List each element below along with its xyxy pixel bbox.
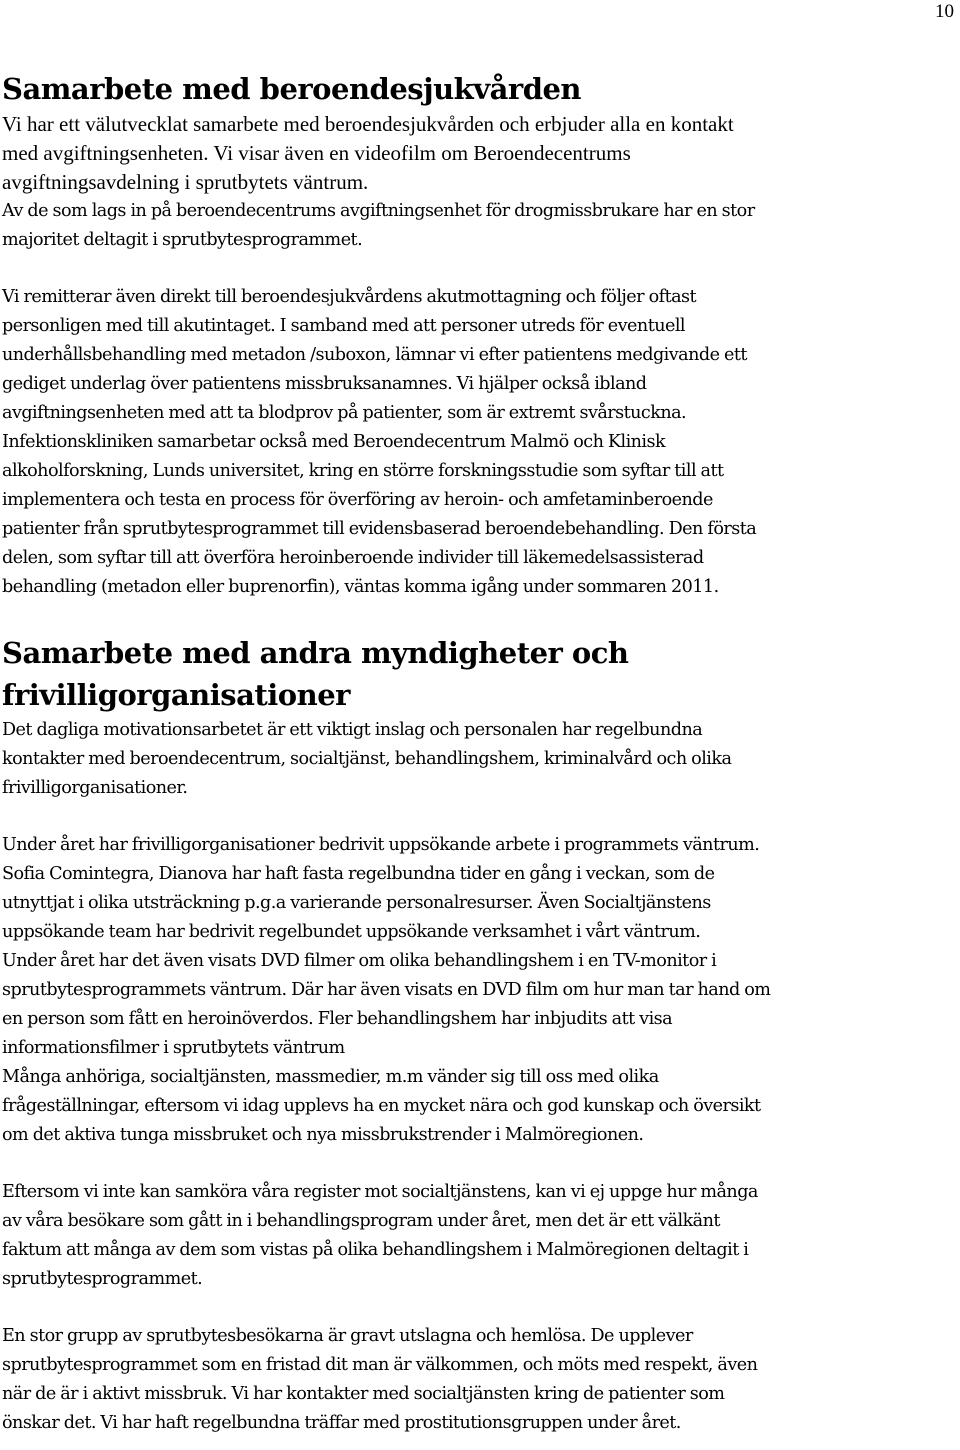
text-line: Sofia Comintegra, Dianova har haft fasta regelbundna tider en gång i veckan, som de — [2, 864, 715, 884]
text-line: En stor grupp av sprutbytesbesökarna är gravt utslagna och hemlösa. De upplever — [2, 1326, 693, 1346]
section1-paragraph-2 — [2, 283, 952, 602]
document-body — [2, 68, 952, 1438]
text-line: personligen med till akutintaget. I samband med att personer utreds för eventuell — [2, 316, 686, 336]
text-line: delen, som syftar till att överföra heroinberoende individer till läkemedelsassisterad — [2, 548, 704, 568]
text-line: Vi remitterar även direkt till beroendesjukvårdens akutmottagning och följer oftast — [2, 287, 697, 307]
text-line: Det dagliga motivationsarbetet är ett viktigt inslag och personalen har regelbundna — [2, 720, 703, 740]
text-line: önskar det. Vi har haft regelbundna träffar med prostitutionsgruppen under året. — [2, 1413, 681, 1433]
text-line: patienter från sprutbytesprogrammet till evidensbaserad beroendebehandling. Den första — [2, 519, 757, 539]
text-line: informationsfilmer i sprutbytets väntrum — [2, 1038, 345, 1058]
text-line: uppsökande team har bedrivit regelbundet uppsökande verksamhet i vårt väntrum. — [2, 922, 701, 942]
text-line: majoritet deltagit i sprutbytesprogrammet. — [2, 230, 363, 250]
text-line: Av de som lags in på beroendecentrums avgiftningsenhet för drogmissbrukare har en stor — [2, 201, 755, 221]
section1-paragraph-1 — [2, 197, 952, 255]
section1-intro-paragraph — [2, 110, 952, 197]
section-heading-myndigheter — [2, 632, 952, 716]
text-line: Under året har frivilligorganisationer bedrivit uppsökande arbete i programmets väntrum. — [2, 835, 760, 855]
heading-line: Samarbete med andra myndigheter och — [2, 636, 629, 670]
text-line: gediget underlag över patientens missbruksanamnes. Vi hjälper också ibland — [2, 374, 647, 394]
text-line: Eftersom vi inte kan samköra våra register mot socialtjänstens, kan vi ej uppge hur många — [2, 1182, 758, 1202]
text-line: underhållsbehandling med metadon /suboxon, lämnar vi efter patientens medgivande ett — [2, 345, 747, 365]
text-line: kontakter med beroendecentrum, socialtjänst, behandlingshem, kriminalvård och olika — [2, 749, 732, 769]
text-line: behandling (metadon eller buprenorfin), väntas komma igång under sommaren 2011. — [2, 577, 719, 597]
text-line: en person som fått en heroinöverdos. Fler behandlingshem har inbjudits att visa — [2, 1009, 673, 1029]
text-line: med avgiftningsenheten. Vi visar även en videofilm om Beroendecentrums — [2, 141, 631, 165]
section2-paragraph-4 — [2, 1322, 952, 1438]
text-line: Många anhöriga, socialtjänsten, massmedier, m.m vänder sig till oss med olika — [2, 1067, 659, 1087]
text-line: avgiftningsenheten med att ta blodprov på patienter, som är extremt svårstuckna. — [2, 403, 687, 423]
section2-paragraph-2 — [2, 831, 952, 1150]
section2-paragraph-3 — [2, 1178, 952, 1294]
text-line: utnyttjat i olika utsträckning p.g.a varierande personalresurser. Även Socialtjänstens — [2, 893, 711, 913]
text-line: sprutbytesprogrammet som en fristad dit man är välkommen, och möts med respekt, även — [2, 1355, 758, 1375]
text-line: avgiftningsavdelning i sprutbytets väntrum. — [2, 170, 369, 194]
heading-line: frivilligorganisationer — [2, 678, 350, 712]
text-line: när de är i aktivt missbruk. Vi har kontakter med socialtjänsten kring de patienter som — [2, 1384, 725, 1404]
text-line: Under året har det även visats DVD filmer om olika behandlingshem i en TV-monitor i — [2, 951, 717, 971]
text-line: Vi har ett välutvecklat samarbete med beroendesjukvården och erbjuder alla en kontakt — [2, 112, 734, 136]
section-heading-beroendesjukvarden: Samarbete med beroendesjukvården — [2, 72, 582, 106]
text-line: frågeställningar, eftersom vi idag upplevs ha en mycket nära och god kunskap och översikt — [2, 1096, 761, 1116]
text-line: om det aktiva tunga missbruket och nya missbrukstrender i Malmöregionen. — [2, 1125, 644, 1145]
text-line: implementera och testa en process för överföring av heroin- och amfetaminberoende — [2, 490, 713, 510]
text-line: Infektionskliniken samarbetar också med Beroendecentrum Malmö och Klinisk — [2, 432, 666, 452]
text-line: faktum att många av dem som vistas på olika behandlingshem i Malmöregionen deltagit i — [2, 1240, 749, 1260]
text-line: sprutbytesprogrammet. — [2, 1269, 203, 1289]
text-line: frivilligorganisationer. — [2, 778, 188, 798]
section2-paragraph-1 — [2, 716, 952, 803]
text-line: sprutbytesprogrammets väntrum. Där har även visats en DVD film om hur man tar hand om — [2, 980, 771, 1000]
text-line: alkoholforskning, Lunds universitet, kring en större forskningsstudie som syftar till att — [2, 461, 724, 481]
text-line: av våra besökare som gått in i behandlingsprogram under året, men det är ett välkänt — [2, 1211, 720, 1231]
page-number: 10 — [935, 1, 954, 22]
